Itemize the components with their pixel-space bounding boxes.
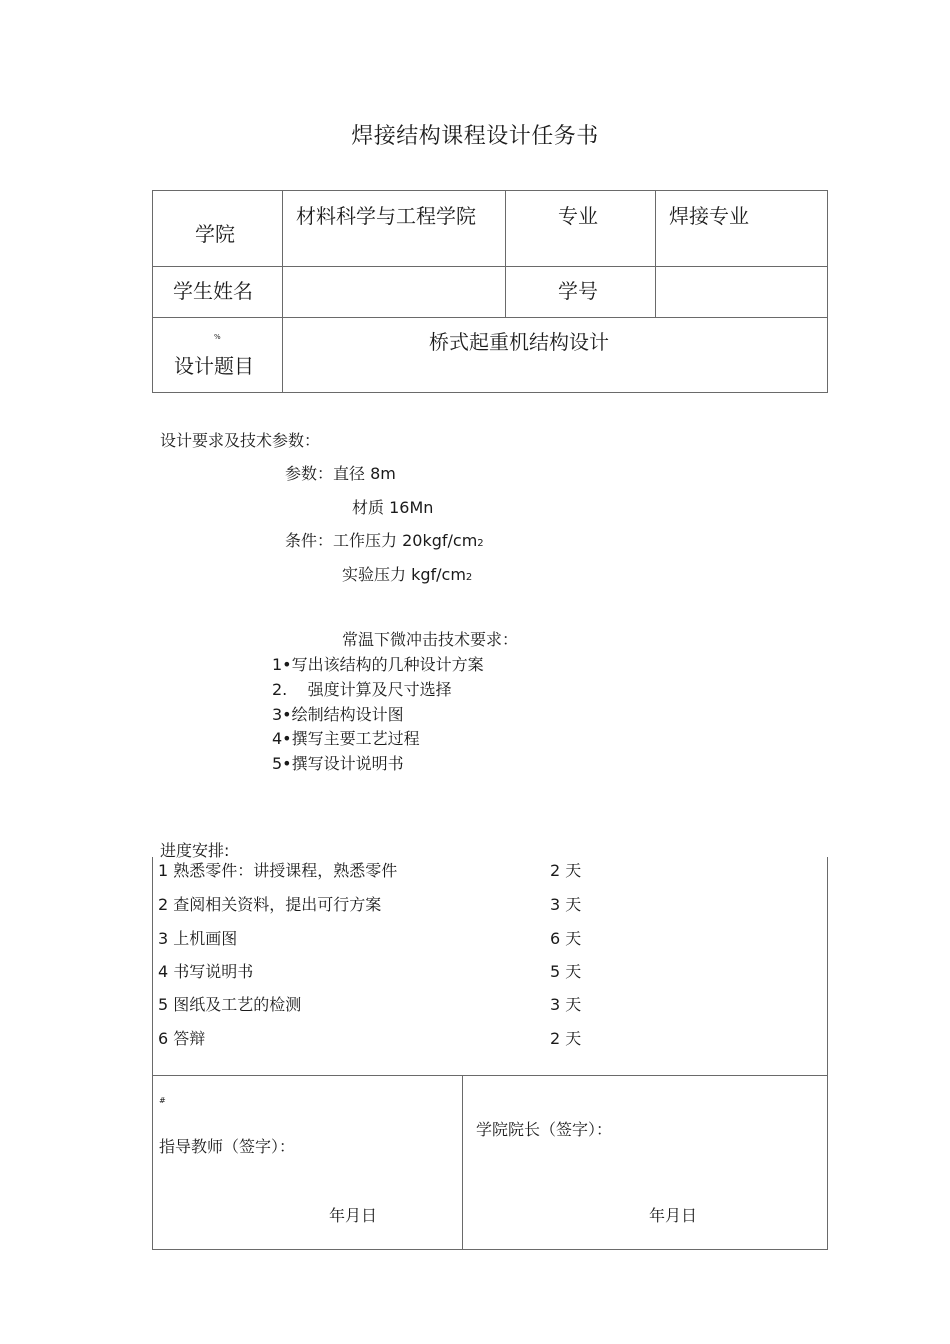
requirement-item: 2. 强度计算及尺寸选择 [272,680,452,699]
requirement-item: 3•绘制结构设计图 [272,705,404,724]
requirement-item: 4•撰写主要工艺过程 [272,729,420,748]
condition-text: 条件：工作压力 20kgf/cm [285,531,478,550]
college-label: 学院 [195,222,235,246]
schedule-border [152,857,153,1076]
topic-mark: % [214,333,221,341]
test-line [342,562,472,585]
requirement-item: 1•写出该结构的几种设计方案 [272,655,484,674]
requirements-heading: 设计要求及技术参数： [160,431,321,450]
requirement-item: 5•撰写设计说明书 [272,754,404,773]
test-unit-sub: 2 [465,572,473,583]
schedule-task: 5 图纸及工艺的检测 [158,995,302,1014]
schedule-days: 3 天 [550,995,582,1014]
schedule-days: 2 天 [550,861,582,880]
teacher-signature-label: 指导教师（签字）： [159,1137,296,1156]
table-divider [153,317,827,318]
student-name-label: 学生姓名 [173,279,253,303]
college-value: 材料科学与工程学院 [296,204,476,228]
condition-unit-sub: 2 [477,538,484,549]
material-line: 材质 16Mn [352,498,434,517]
condition-line [285,528,484,551]
page-title: 焊接结构课程设计任务书 [351,124,599,149]
schedule-days: 5 天 [550,962,582,981]
schedule-task: 3 上机画图 [158,929,238,948]
major-value: 焊接专业 [669,204,749,228]
table-divider [655,191,656,317]
schedule-task: 6 答辩 [158,1029,206,1048]
teacher-date: 年月日 [329,1206,378,1225]
schedule-border [827,857,828,1076]
table-divider [282,191,283,392]
param-line: 参数：直径 8m [285,464,396,483]
table-divider [505,191,506,317]
schedule-task: 2 查阅相关资料，提出可行方案 [158,895,382,914]
topic-value: 桥式起重机结构设计 [429,330,609,354]
schedule-days: 2 天 [550,1029,582,1048]
student-id-label: 学号 [558,279,598,303]
signature-table [152,1075,828,1250]
signature-divider [462,1076,463,1249]
schedule-days: 3 天 [550,895,582,914]
signature-mark: # [159,1096,166,1105]
schedule-days: 6 天 [550,929,582,948]
schedule-heading: 进度安排: [160,841,230,860]
table-divider [153,266,827,267]
dean-date: 年月日 [649,1206,698,1225]
schedule-task: 1 熟悉零件：讲授课程，熟悉零件 [158,861,398,880]
topic-label: 设计题目 [174,354,254,378]
major-label: 专业 [558,204,598,228]
impact-heading: 常温下微冲击技术要求： [342,630,519,649]
info-table [152,190,828,393]
test-text: 实验压力 kgf/cm [342,565,466,584]
dean-signature-label: 学院院长（签字）： [476,1120,613,1139]
schedule-task: 4 书写说明书 [158,962,254,981]
